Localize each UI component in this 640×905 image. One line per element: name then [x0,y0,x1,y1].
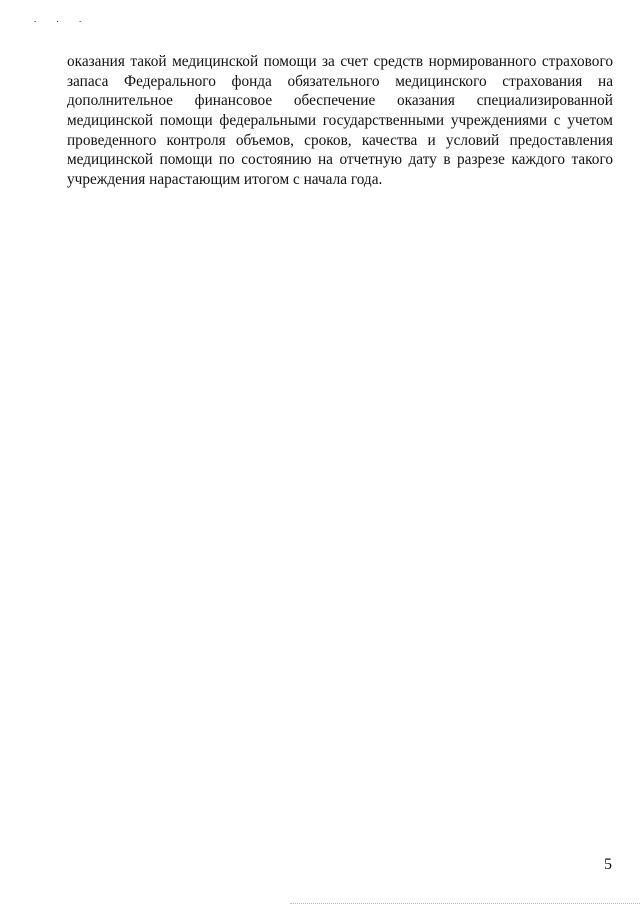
paragraph-line: учреждения нарастающим итогом с начала года. [67,171,383,189]
paragraph-line: проведенного контроля объемов, сроков, качества и условий предоставления [67,131,613,149]
paragraph-line: оказания такой медицинской помощи за счет средств нормированного страхового [67,53,613,70]
paragraph-line: медицинской помощи федеральными государственными учреждениями с учетом [67,112,613,130]
scan-artifact-marks: . . . [34,14,91,24]
scan-bottom-edge [290,903,640,904]
page-number: 5 [604,856,612,873]
paragraph-line: медицинской помощи по состоянию на отчетную дату в разрезе каждого такого [67,151,613,169]
body-paragraph [67,52,613,190]
paragraph-line: запаса Федерального фонда обязательного медицинского страхования на [67,72,613,90]
paragraph-line: дополнительное финансовое обеспечение оказания специализированной [67,92,613,110]
